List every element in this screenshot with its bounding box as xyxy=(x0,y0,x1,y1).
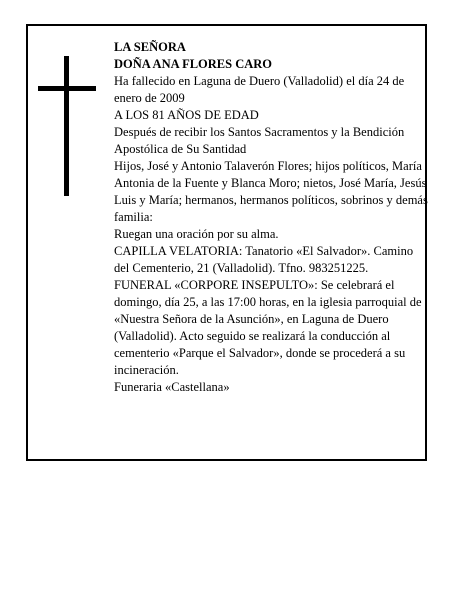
cross-horizontal-bar xyxy=(38,86,96,91)
deceased-name: DOÑA ANA FLORES CARO xyxy=(114,57,273,71)
prayer-request: Ruegan una oración por su alma. xyxy=(114,227,279,241)
age-line: A LOS 81 AÑOS DE EDAD xyxy=(114,108,259,122)
notice-body xyxy=(114,39,430,396)
death-statement: Ha fallecido en Laguna de Duero (Valladolid) el día 24 de enero de 2009 xyxy=(114,74,405,105)
notice-title: LA SEÑORA xyxy=(114,40,186,54)
funeral-info: FUNERAL «CORPORE INSEPULTO»: Se celebrará el domingo, día 25, a las 17:00 horas, en la iglesia parroquial de «Nuestra Señora de la Asunción», en Laguna de Duero (Valladolid). Acto seguido se realizará la conducción al cementerio «Parque el Salvador», donde se procederá a su incineración. xyxy=(114,278,422,377)
funeral-home: Funeraria «Castellana» xyxy=(114,380,230,394)
sacraments-line: Después de recibir los Santos Sacramentos y la Bendición Apostólica de Su Santidad xyxy=(114,125,405,156)
family-list: Hijos, José y Antonio Talaverón Flores; hijos políticos, María Antonia de la Fuente y Blanca Moro; nietos, José María, Jesús Luis y María; hermanos, hermanos políticos, sobrinos y demás familia: xyxy=(114,159,428,224)
chapel-info: CAPILLA VELATORIA: Tanatorio «El Salvador». Camino del Cementerio, 21 (Valladolid). Tfno. 983251225. xyxy=(114,244,414,275)
cross-vertical-bar xyxy=(64,56,69,196)
